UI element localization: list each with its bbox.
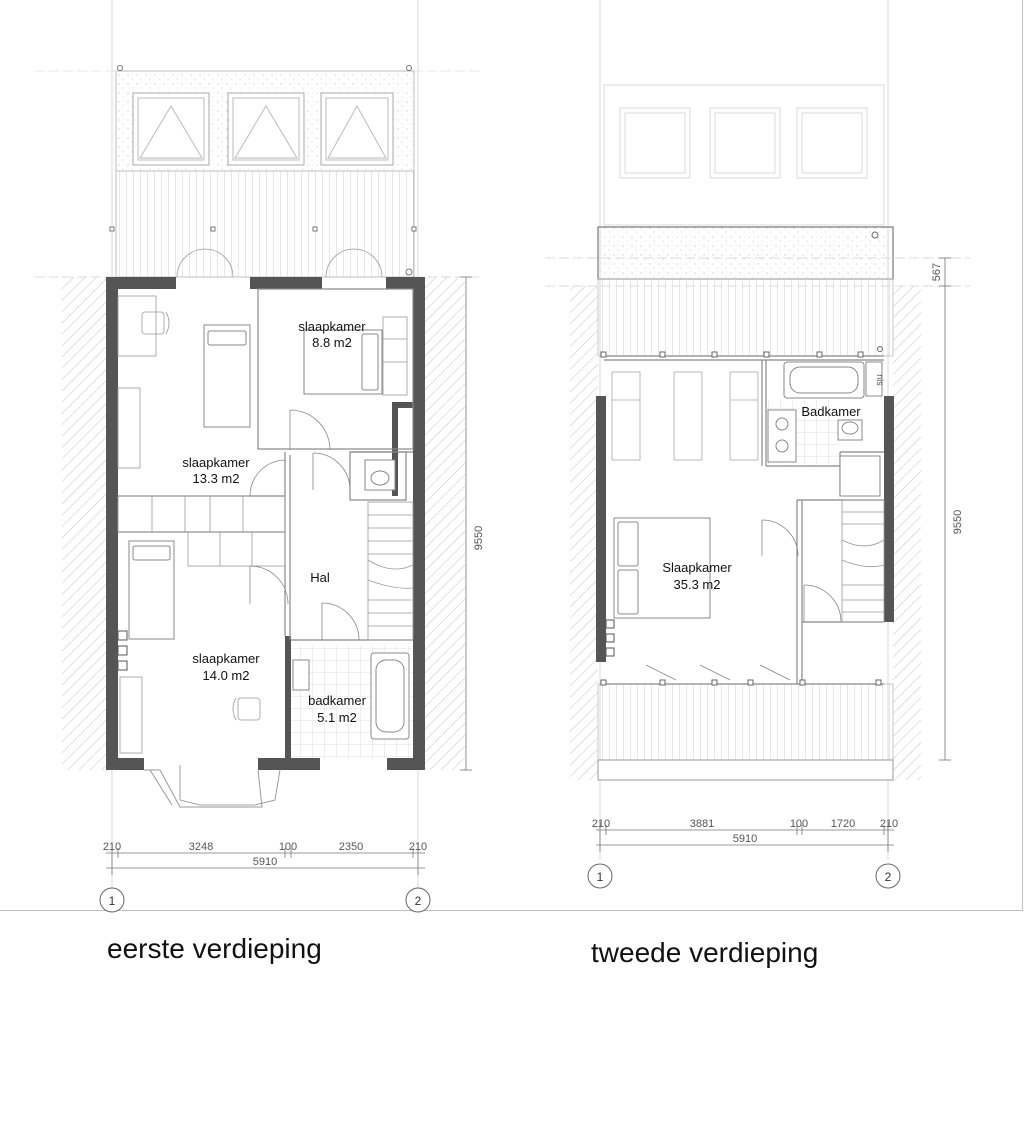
first-floor-caption: eerste verdieping: [107, 933, 322, 964]
room-name-slaapkamer-1: slaapkamer: [298, 319, 366, 334]
grid-bubble-2b-label: 2: [884, 870, 892, 884]
second-floor-plan: [545, 0, 970, 860]
roof-edge: [598, 227, 893, 279]
dim-segment-2: 3248: [188, 841, 214, 853]
room-name-nis: nis: [875, 374, 885, 386]
second-floor-stairs: [842, 500, 884, 622]
room-name-slaapkamer-2: slaapkamer: [182, 455, 250, 470]
first-floor-stairs: [368, 502, 413, 640]
room-name-slaapkamer-top: Slaapkamer: [662, 560, 732, 575]
dim-total: 5910: [252, 856, 278, 868]
first-floor-beds: [129, 325, 382, 639]
dim2-top-offset: 567: [931, 262, 943, 282]
first-floor-plan: [35, 0, 480, 890]
room-area-slaapkamer-1: 8.8 m2: [312, 335, 352, 350]
dim-segment-4: 2350: [338, 841, 364, 853]
room-name-slaapkamer-3: slaapkamer: [192, 651, 260, 666]
room-name-badkamer-top: Badkamer: [801, 404, 861, 419]
grid-bubble-1-label: 1: [108, 894, 116, 908]
room-name-badkamer: badkamer: [308, 693, 366, 708]
grid-bubble-2-label: 2: [414, 894, 422, 908]
dim-segment-1: 210: [102, 841, 122, 853]
dim2-segment-4: 1720: [830, 818, 856, 830]
dim2-segment-1: 210: [591, 818, 611, 830]
party-wall-left-hatch: [62, 277, 106, 770]
bay-window: [144, 770, 262, 807]
dim2-segment-2: 3881: [689, 818, 715, 830]
party-wall-right-hatch: [425, 277, 465, 770]
dim-segment-3: 100: [278, 841, 298, 853]
room-name-hal: Hal: [310, 570, 330, 585]
dim2-segment-5: 210: [879, 818, 899, 830]
room-area-slaapkamer-2: 13.3 m2: [192, 471, 240, 486]
grid-bubble-1b-label: 1: [596, 870, 604, 884]
room-area-badkamer: 5.1 m2: [317, 710, 357, 725]
room-area-slaapkamer-top: 35.3 m2: [673, 577, 721, 592]
dim2-depth: 9550: [952, 509, 964, 535]
dim-segment-5: 210: [408, 841, 428, 853]
balcony-deck: [116, 171, 414, 277]
dim-depth: 9550: [473, 525, 485, 551]
room-area-slaapkamer-3: 14.0 m2: [202, 668, 250, 683]
dim2-total: 5910: [732, 833, 758, 845]
second-floor-caption: tweede verdieping: [591, 937, 819, 968]
dim2-segment-3: 100: [789, 818, 809, 830]
